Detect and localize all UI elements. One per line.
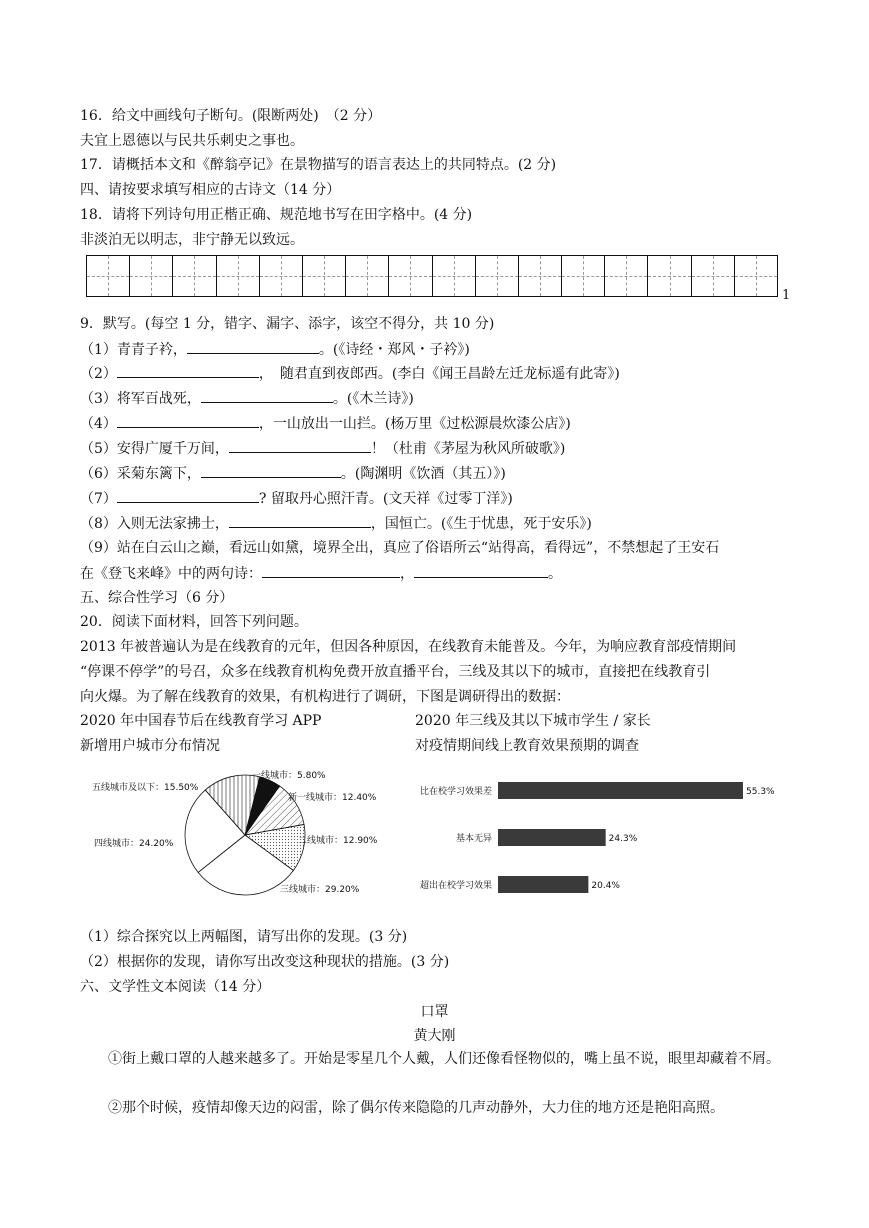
section-6-heading: 六、文学性文本阅读（14 分）: [80, 979, 271, 995]
story-paragraph-1: ①街上戴口罩的人越来越多了。开始是零星几个人戴，人们还像看怪物似的，嘴上虽不说，眼里却藏着不屑。: [108, 1051, 780, 1067]
pie-label-1: 一线城市：5.80%: [252, 771, 326, 781]
q16-title: 16．给文中画线句子断句。(限断两处) （2 分）: [80, 108, 382, 124]
q20-para-line3: 向火爆。为了解在线教育的效果，有机构进行了调研，下图是调研得出的数据：: [80, 689, 570, 705]
bar-1: [498, 782, 743, 799]
q19-title: 9．默写。(每空 1 分，错字、漏字、添字，该空不得分，共 10 分): [80, 316, 495, 332]
q20-para-line2: “停课不停学”的号召，众多在线教育机构免费开放直播平台，三线及其以下的城市，直接把在线教育引: [80, 664, 711, 680]
pie-label-2: 新一线城市：12.40%: [288, 793, 377, 803]
pie-label-3: 二线城市：12.90%: [298, 836, 378, 846]
bar-3: [498, 876, 588, 893]
pie-label-4: 三线城市：29.20%: [280, 885, 360, 895]
q17-title: 17．请概括本文和《醉翁亭记》在景物描写的语言表达上的共同特点。(2 分): [80, 157, 557, 173]
bar-value-label-1: 55.3%: [746, 787, 775, 797]
right-chart-caption-1: 2020 年三线及其以下城市学生 / 家长: [415, 713, 651, 729]
bar-value-label-3: 20.4%: [591, 881, 620, 891]
q16-sentence: 夫宜上恩德以与民共乐刺史之事也。: [80, 133, 304, 149]
q19-item-5: （5）安得广厦千万间， ！（杜甫《茅屋为秋风所破歌》): [80, 438, 565, 459]
left-chart-caption-2: 新增用户城市分布情况: [80, 738, 220, 754]
tianzige-grid: [86, 255, 778, 297]
bar-category-label-3: 超出在校学习效果: [419, 881, 492, 891]
bar-category-label-1: 比在校学习效果差: [419, 787, 492, 797]
q19-item-8: （8）入则无法家拂士， ，国恒亡。(《生于忧患，死于安乐》): [80, 513, 592, 534]
q18-text: 非淡泊无以明志，非宁静无以致远。: [80, 232, 304, 248]
q20-title: 20．阅读下面材料，回答下列问题。: [80, 614, 308, 630]
story-author: 黄大刚: [413, 1028, 456, 1044]
q19-item-7: （7） ? 留取丹心照汗青。(文天祥《过零丁洋》): [80, 488, 513, 509]
q19-item-3: （3）将军百战死， 。(《木兰诗》): [80, 388, 414, 409]
section-5-heading: 五、综合性学习（6 分）: [80, 590, 234, 606]
pie-chart: [80, 760, 400, 910]
right-chart-caption-2: 对疫情期间线上教育效果预期的调查: [415, 738, 639, 754]
q19-item-9-line1: （9）站在白云山之巅，看远山如黛，境界全出，真应了俗语所云“站得高，看得远”，不禁想起了王安石: [80, 540, 720, 556]
bar-category-label-2: 基本无异: [455, 834, 492, 844]
q19-item-6: （6）采菊东篱下， 。(陶渊明《饮酒（其五）》): [80, 463, 506, 484]
q19-item-4: （4） ，一山放出一山拦。(杨万里《过松源晨炊漆公店》): [80, 413, 571, 434]
bar-value-label-2: 24.3%: [608, 834, 638, 844]
pie-label-5: 四线城市：24.20%: [94, 839, 174, 849]
section-4-heading: 四、请按要求填写相应的古诗文（14 分）: [80, 182, 341, 198]
q19-item-1: （1）青青子衿， 。(《诗经・郑风・子衿》): [80, 339, 470, 360]
q20-sub-2: （2）根据你的发现，请你写出改变这种现状的措施。(3 分): [80, 954, 450, 970]
q20-para-line1: 2013 年被普遍认为是在线教育的元年，但因各种原因，在线教育未能普及。今年，为响应教育部疫情期间: [80, 639, 737, 655]
story-title: 口罩: [420, 1004, 449, 1020]
pie-label-6: 五线城市及以下：15.50%: [92, 783, 199, 793]
q20-sub-1: （1）综合探究以上两幅图，请写出你的发现。(3 分): [80, 929, 408, 945]
bar-chart: [415, 765, 795, 905]
page-mark: 1: [782, 288, 791, 303]
bar-2: [498, 829, 606, 846]
q19-item-2: （2） ， 随君直到夜郎西。(李白《闻王昌龄左迁龙标遥有此寄》): [80, 363, 620, 384]
story-paragraph-2: ②那个时候，疫情却像天边的闷雷，除了偶尔传来隐隐的几声动静外，大力住的地方还是艳阳高照。: [108, 1100, 724, 1116]
q19-item-9-line2: 在《登飞来峰》中的两句诗： ， 。: [80, 563, 562, 584]
left-chart-caption-1: 2020 年中国春节后在线教育学习 APP: [80, 713, 322, 729]
q18-title: 18．请将下列诗句用正楷正确、规范地书写在田字格中。(4 分): [80, 207, 473, 223]
